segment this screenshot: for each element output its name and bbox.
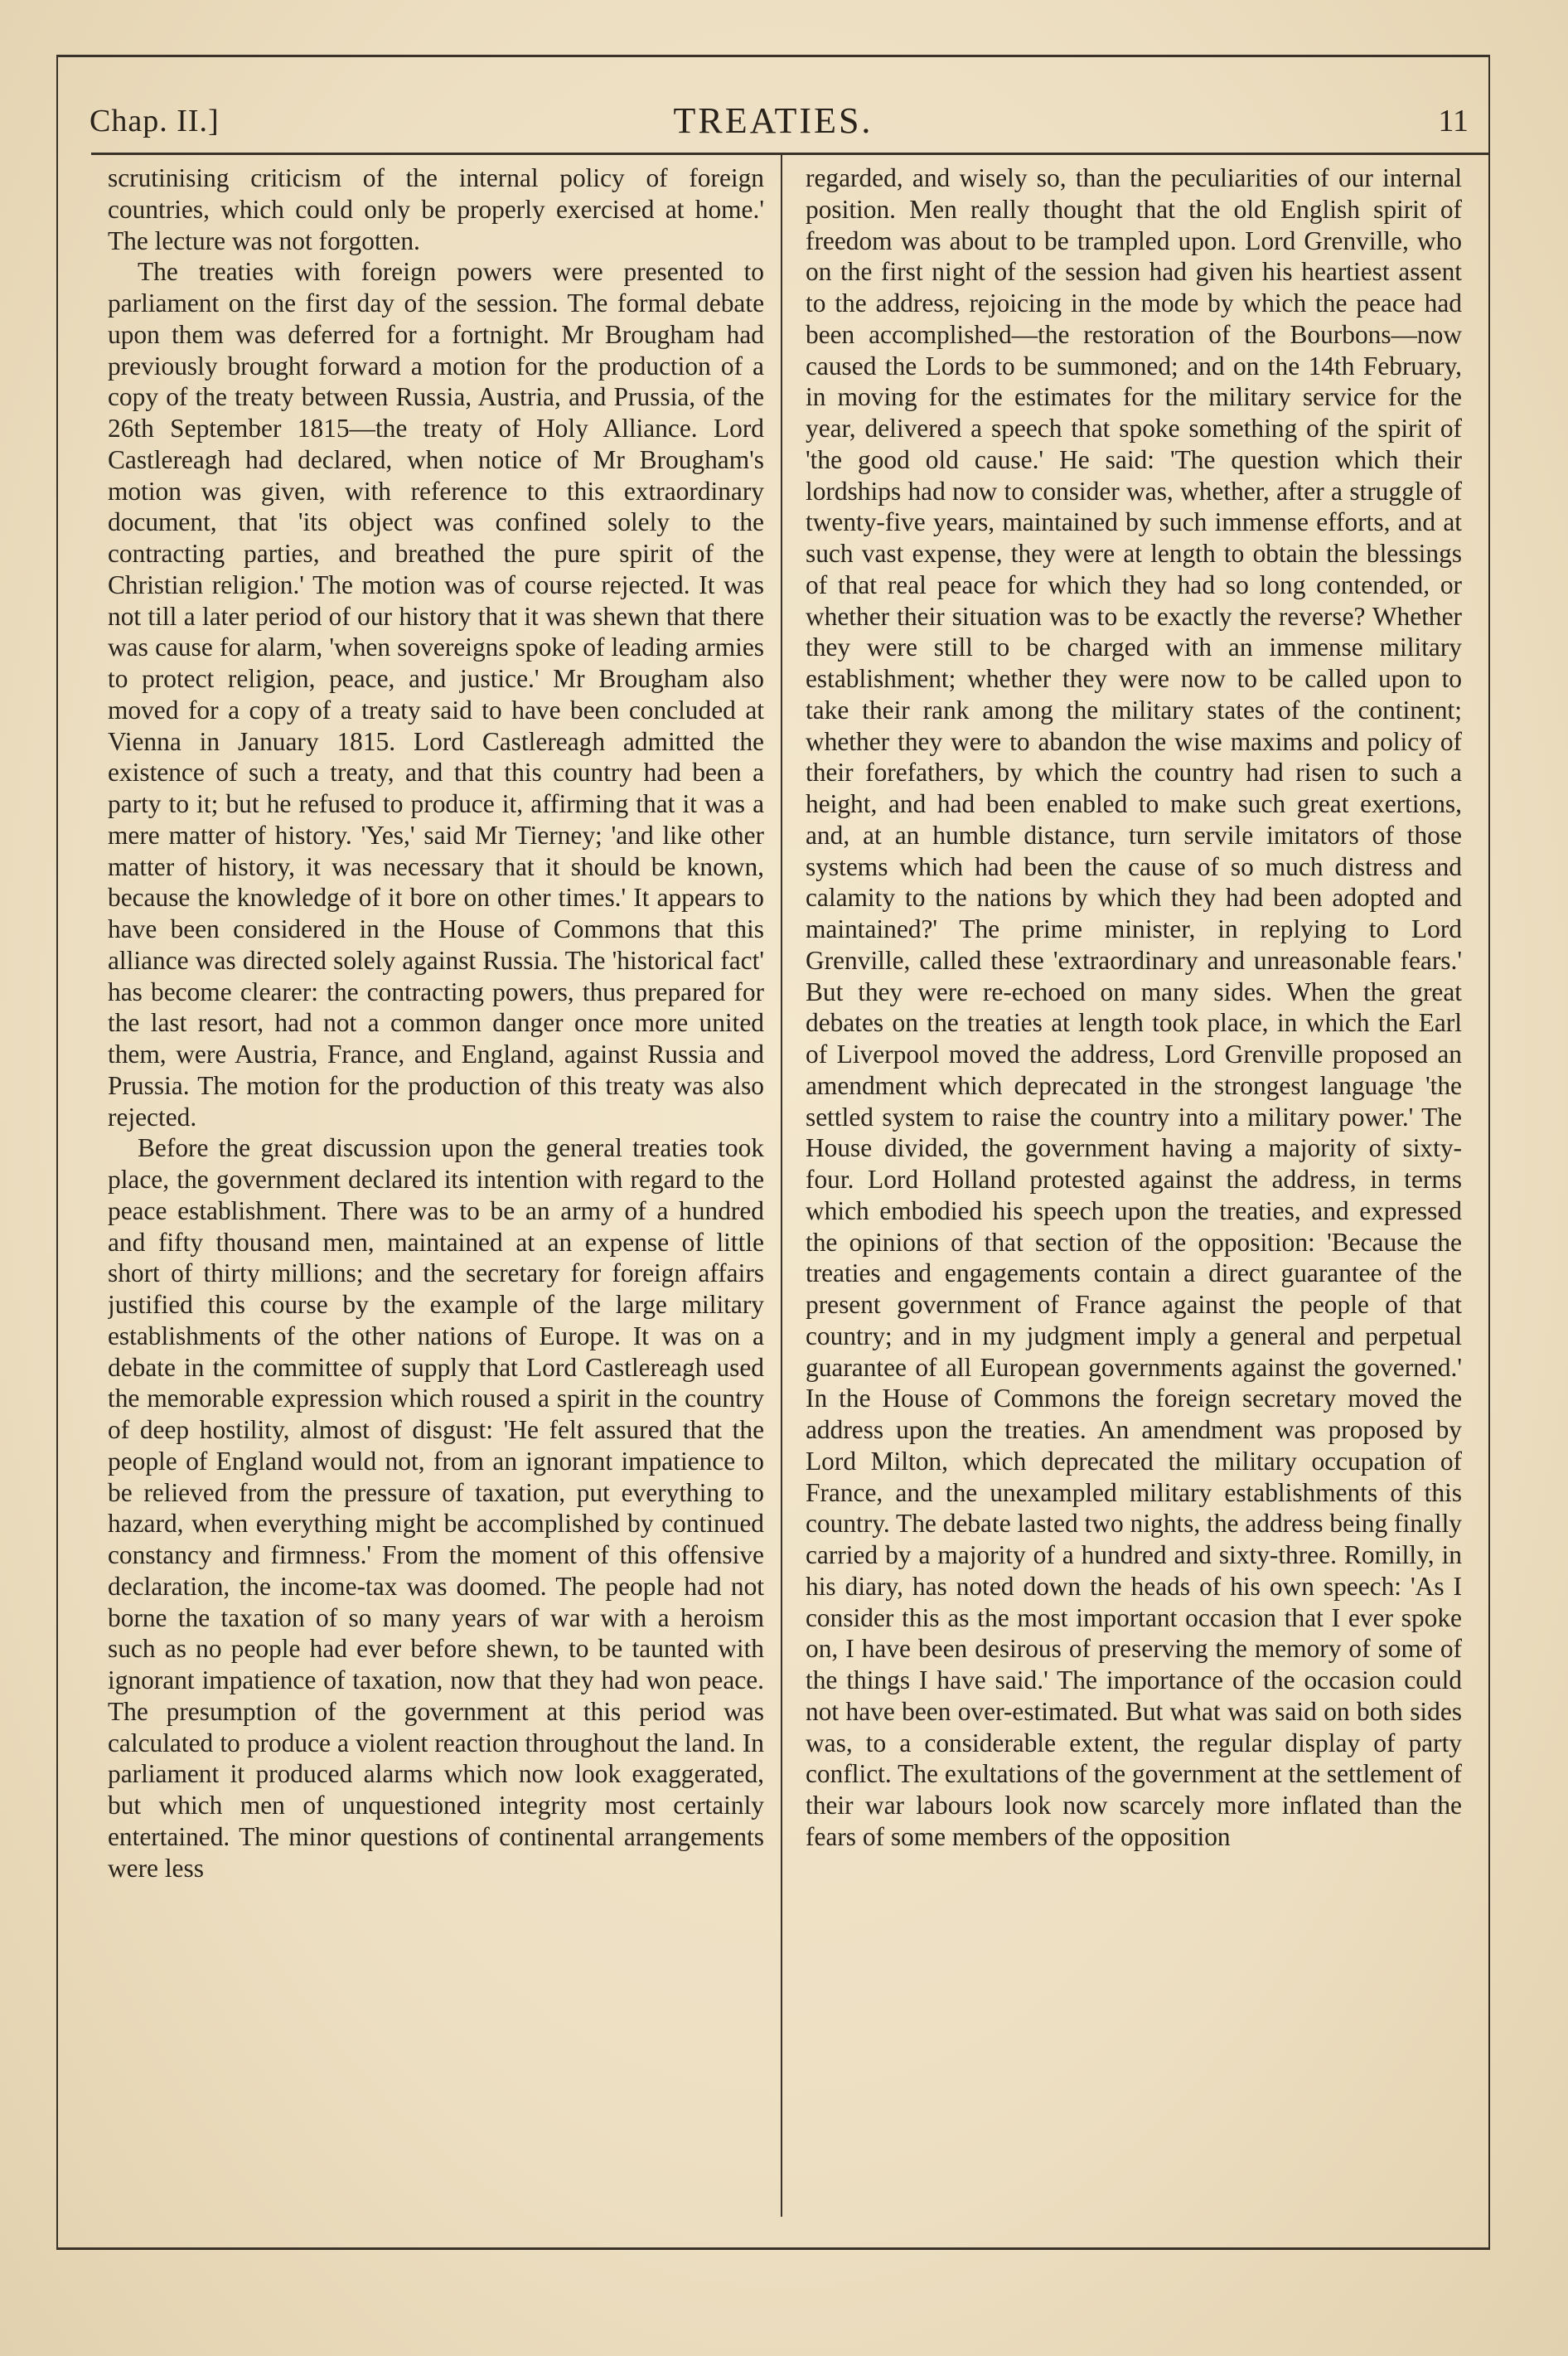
chapter-label: Chap. II.] [90, 104, 220, 138]
paragraph: The treaties with foreign powers were presented to parliament on the first day of the session. The formal debate upon them was deferred for a fortnight. Mr Brougham had previously brought forward a motion for the production of a copy of the treaty between Russia, Austria, and Prussia, of the 26th September 1815—the treaty of Holy Alliance. Lord Castlereagh had declared, when notice of Mr Brougham's motion was given, with reference to this extraordinary document, that 'its object was confined solely to the contracting parties, and breathed the pure spirit of the Christian religion.' The motion was of course rejected. It was not till a later period of our history that it was shewn that there was cause for alarm, 'when sovereigns spoke of leading armies to protect religion, peace, and justice.' Mr Brougham also moved for a copy of a treaty said to have been concluded at Vienna in January 1815. Lord Castlereagh admitted the existence of such a treaty, and that this country had been a party to it; but he refused to produce it, affirming that it was a mere matter of history. 'Yes,' said Mr Tierney; 'and like other matter of history, it was necessary that it should be known, because the knowledge of it bore on other times.' It appears to have been considered in the House of Commons that this alliance was directed solely against Russia. The 'historical fact' has become clearer: the contracting powers, thus prepared for the last resort, had not a common danger once more united them, were Austria, France, and England, against Russia and Prussia. The motion for the production of this treaty was also rejected. [108, 257, 764, 1132]
page-number: 11 [1438, 104, 1469, 138]
paragraph: regarded, and wisely so, than the peculiarities of our internal position. Men really thought that the old English spirit of freedom was about to be trampled upon. Lord Grenville, who on the first night of the session had given his heartiest assent to the address, rejoicing in the mode by which the peace had been accomplished—the restoration of the Bourbons—now caused the Lords to be summoned; and on the 14th February, in moving for the estimates for the military service for the year, delivered a speech that spoke something of the spirit of 'the good old cause.' He said: 'The question which their lordships had now to consider was, whether, after a struggle of twenty-five years, maintained by such immense efforts, and at such vast expense, they were at length to obtain the blessings of that real peace for which they had so long contended, or whether their situation was to be exactly the reverse? Whether they were still to be charged with an immense military establishment; whether they were now to be called upon to take their rank among the military states of the continent; whether they were to abandon the wise maxims and policy of their forefathers, by which the country had risen to such a height, and had been enabled to make such great exertions, and, at an humble distance, turn servile imitators of those systems which had been the cause of so much distress and calamity to the nations by which they had been adopted and maintained?' The prime minister, in replying to Lord Grenville, called these 'extraordinary and unreasonable fears.' But they were re-echoed on many sides. When the great debates on the treaties at length took place, in which the Earl of Liverpool moved the address, Lord Grenville proposed an amendment which deprecated in the strongest language 'the settled system to raise the country into a military power.' The House divided, the government having a majority of sixty-four. Lord Holland protested against the address, in terms which embodied his speech upon the treaties, and expressed the opinions of that section of the opposition: 'Because the treaties and engagements contain a direct guarantee of the present government of France against the people of that country; and in my judgment imply a general and perpetual guarantee of all European governments against the governed.' In the House of Commons the foreign secretary moved the address upon the treaties. An amendment was proposed by Lord Milton, which deprecated the military occupation of France, and the unexampled military establishments of this country. The debate lasted two nights, the address being finally carried by a majority of a hundred and sixty-three. Romilly, in his diary, has noted down the heads of his own speech: 'As I consider this as the most important occasion that I ever spoke on, I have been desirous of preserving the memory of some of the things I have said.' The importance of the occasion could not have been over-estimated. But what was said on both sides was, to a considerable extent, the regular display of party conflict. The exultations of the government at the settlement of their war labours look now scarcely more inflated than the fears of some members of the opposition [806, 163, 1462, 1851]
running-header [56, 98, 1490, 148]
left-column [108, 162, 764, 2208]
column-divider [781, 154, 782, 2217]
paragraph: scrutinising criticism of the internal policy of foreign countries, which could only be properly exercised at home.' The lecture was not forgotten. [108, 163, 764, 255]
right-column [806, 162, 1462, 2208]
page-title: TREATIES. [673, 100, 874, 141]
header-rule [91, 153, 1490, 155]
paragraph: Before the great discussion upon the general treaties took place, the government declared its intention with regard to the peace establishment. There was to be an army of a hundred and fifty thousand men, maintained at an expense of little short of thirty millions; and the secretary for foreign affairs justified this course by the example of the large military establishments of the other nations of Europe. It was on a debate in the committee of supply that Lord Castlereagh used the memorable expression which roused a spirit in the country of deep hostility, almost of disgust: 'He felt assured that the people of England would not, from an ignorant impatience to be relieved from the pressure of taxation, put everything to hazard, when everything might be accomplished by continued constancy and firmness.' From the moment of this offensive declaration, the income-tax was doomed. The people had not borne the taxation of so many years of war with a heroism such as no people had ever before shewn, to be taunted with ignorant impatience of taxation, now that they had won peace. The presumption of the government at this period was calculated to produce a violent reaction throughout the land. In parliament it produced alarms which now look exaggerated, but which men of unquestioned integrity most certainly entertained. The minor questions of continental arrangements were less [108, 1133, 764, 1883]
